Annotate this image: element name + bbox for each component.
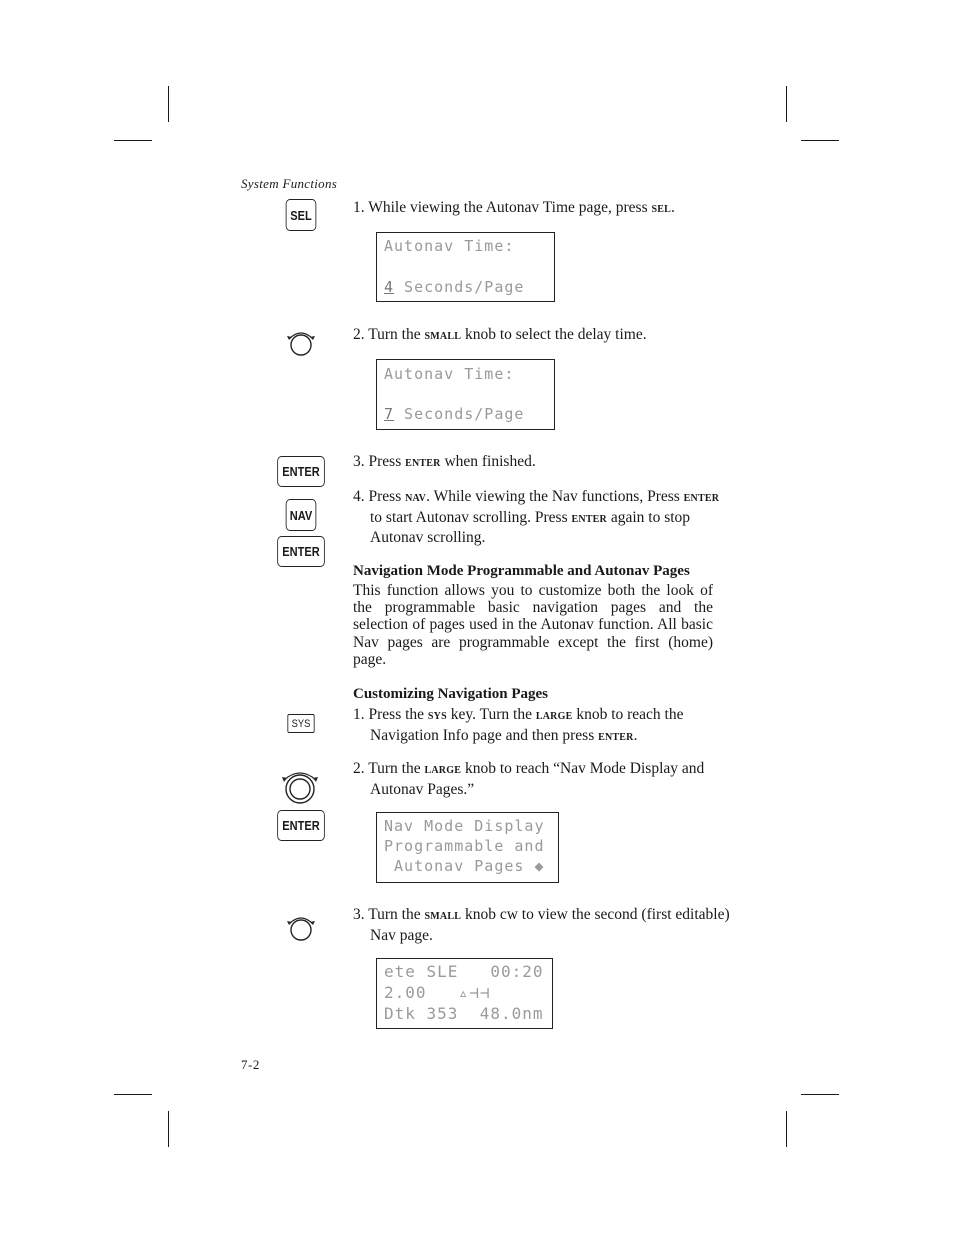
crop-mark [168,86,169,122]
step-3-text: 3. Press enter when finished. [353,453,536,470]
section-header: System Functions [241,176,338,191]
page-number: 7-2 [241,1057,260,1072]
section-heading: Navigation Mode Programmable and Autonav Pages [353,563,690,579]
crop-mark [114,140,152,141]
lcd-autonav-time-1: Autonav Time: 4 Seconds/Page [376,232,555,302]
step-4-text: 4. Press nav. While viewing the Nav functions, Press enter to start Autonav scrolling. Press enter again to stop Autonav scrolling. [353,488,720,546]
enter-key-icon: ENTER [277,456,325,487]
sys-key-icon: SYS [287,714,314,733]
section-body: This function allows you to customize both the look of the programmable basic navigation pages and the selection of pages used in the Autonav function. All basic Nav pages are programmable except the first (home) page. [353,582,713,668]
nav-key-icon: NAV [286,499,317,531]
sel-key-icon: SEL [286,199,317,231]
small-knob-icon [284,912,318,944]
crop-mark [801,140,839,141]
step-2-text: 2. Turn the small knob to select the delay time. [353,326,647,343]
customize-step-2-text: 2. Turn the large knob to reach “Nav Mode Display and Autonav Pages.” [353,760,705,798]
crop-mark [786,86,787,122]
lcd-autonav-time-2: Autonav Time: 7 Seconds/Page [376,359,555,430]
section-heading: Customizing Navigation Pages [353,686,548,702]
crop-mark [114,1094,152,1095]
customize-step-1-text: 1. Press the sys key. Turn the large knob to reach the Navigation Info page and then press enter. [353,706,684,744]
large-knob-icon [278,768,322,806]
crop-mark [801,1094,839,1095]
lcd-nav-mode-display: Nav Mode Display Programmable and Autonav Pages ◆ [376,812,559,883]
step-1-text: 1. While viewing the Autonav Time page, press sel. [353,199,675,216]
crop-mark [168,1111,169,1147]
crop-mark [786,1111,787,1147]
customize-step-3-text: 3. Turn the small knob cw to view the second (first editable) Nav page. [353,906,730,944]
enter-key-icon: ENTER [277,810,325,841]
small-knob-icon [284,327,318,359]
lcd-nav-page: ete SLE 00:20 2.00 ▵⊣⊣ Dtk 353 48.0nm [376,958,553,1029]
enter-key-icon: ENTER [277,536,325,567]
